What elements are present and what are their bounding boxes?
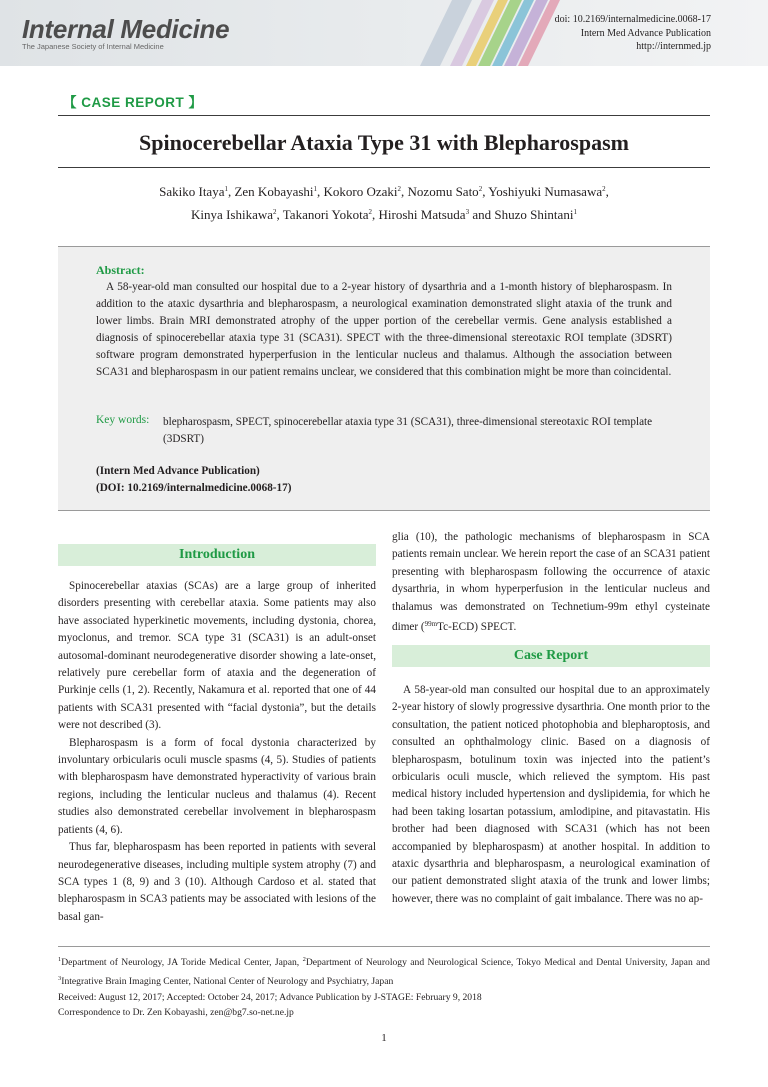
journal-url: http://internmed.jp bbox=[636, 41, 711, 53]
affiliations: $^1$Department of Neurology, JA Toride Medical Center, Japan, $^2$Department of Neurology and Neurological Science, Tokyo Medical and Dental University, Japan and $^3$Integrative Brain Imaging Center, National Center of Neurology and Psychiatry, Japan bbox=[58, 956, 710, 987]
article-type-text: CASE REPORT bbox=[81, 95, 185, 110]
publication-line: Intern Med Advance Publication bbox=[580, 27, 711, 39]
intro-paragraph-1: Spinocerebellar ataxias (SCAs) are a large group of inherited disorders presenting with cerebellar ataxia. Some patients may also have associated hyperkinetic movements, including dystonia, chorea, myoclonus, and tremor. SCA type 31 (SCA31) is an adult-onset autosomal-dominant neurodegenerative disorder showing a late-onset, relatively pure cerebellar form of ataxia and the degeneration of Purkinje cells (1, 2). Recently, Nakamura et al. reported that one of 44 patients with SCA31 presented with “facial dystonia”, but the details were not described (3). bbox=[58, 580, 376, 732]
author: Kinya Ishikawa$^2$ bbox=[191, 207, 277, 222]
right-column-top bbox=[392, 529, 710, 636]
author: Nozomu Sato$^2$ bbox=[407, 184, 483, 199]
article-title: Spinocerebellar Ataxia Type 31 with Blepharospasm bbox=[139, 130, 629, 155]
author: Yoshiyuki Numasawa$^2$ bbox=[488, 184, 606, 199]
footnote-rule bbox=[58, 946, 710, 947]
abstract-heading: Abstract: bbox=[96, 263, 145, 277]
author: Hiroshi Matsuda$^3$ bbox=[378, 207, 470, 222]
case-report-heading: Case Report bbox=[392, 645, 710, 667]
article-type-label bbox=[63, 91, 203, 111]
title-bottom-rule bbox=[58, 167, 710, 168]
advance-publication-note bbox=[96, 463, 291, 497]
intro-paragraph-2: Blepharospasm is a form of focal dystonia characterized by involuntary orbicularis oculi muscle spasms (4, 5). Studies of patients with blepharospasm have demonstrated hyperactivity of various brain regions, including the lenticular nucleus and thalamus (4). Recent studies also demonstrated cerebellar involvement in blepharospasm patients (4, 6). bbox=[58, 736, 376, 836]
correspondence: Correspondence to Dr. Zen Kobayashi, zen@bg7.so-net.ne.jp bbox=[58, 1007, 294, 1019]
author: Sakiko Itaya$^1$ bbox=[159, 184, 228, 199]
author: Kokoro Ozaki$^2$ bbox=[323, 184, 402, 199]
journal-title: Internal Medicine bbox=[22, 14, 230, 44]
keywords-text: blepharospasm, SPECT, spinocerebellar ataxia type 31 (SCA31), three-dimensional stereotaxic ROI template (3DSRT) bbox=[163, 416, 653, 445]
journal-header bbox=[0, 0, 768, 66]
introduction-heading: Introduction bbox=[58, 544, 376, 566]
received-dates: Received: August 12, 2017; Accepted: October 24, 2017; Advance Publication by J-STAGE: February 9, 2018 bbox=[58, 991, 482, 1003]
author: Zen Kobayashi$^1$ bbox=[234, 184, 318, 199]
advance-publication-line: (Intern Med Advance Publication) bbox=[96, 465, 260, 477]
bracket-open: 【 bbox=[63, 95, 77, 110]
author: Takanori Yokota$^2$ bbox=[282, 207, 373, 222]
author: Shuzo Shintani$^1$ bbox=[494, 207, 577, 222]
page-number: 1 bbox=[381, 1032, 387, 1044]
journal-society: The Japanese Society of Internal Medicine bbox=[22, 42, 164, 51]
footnotes bbox=[58, 952, 710, 1021]
intro-paragraph-3: Thus far, blepharospasm has been reported in patients with several neurodegenerative diseases, including multiple system atrophy (7) and SCA types 1 (8, 9) and 3 (10). Although Cardoso et al. stated that blepharospasm in SCA3 patients may be associated with lesions of the basal gan- bbox=[58, 841, 376, 923]
title-top-rule bbox=[58, 115, 710, 116]
publication-info bbox=[555, 13, 711, 54]
keywords-label: Key words: bbox=[96, 414, 150, 426]
right-column-case bbox=[392, 682, 710, 908]
author-conjunction: and bbox=[472, 207, 492, 222]
doi-line: doi: 10.2169/internalmedicine.0068-17 bbox=[554, 14, 711, 25]
abstract-text: A 58-year-old man consulted our hospital due to a 2-year history of dysarthria and a 1-month history of blepharospasm. In addition to the ataxic dysarthria and blepharospasm, a neurological examination demonstrated slight ataxia of the trunk and lower limbs. Brain MRI demonstrated atrophy of the upper portion of the cerebellar vermis. Gene analysis established a diagnosis of spinocerebellar ataxia type 31 (SCA31). SPECT with the three-dimensional stereotaxic ROI template (3DSRT) software program demonstrated hyperperfusion in the lenticular nucleus and thalamus. Although the association between SCA31 and blepharospasm in our patient remains unclear, we considered that this combination might be more than coincidental. bbox=[96, 281, 672, 378]
doi-reference-line: (DOI: 10.2169/internalmedicine.0068-17) bbox=[96, 482, 292, 494]
case-paragraph-1: A 58-year-old man consulted our hospital due to an approximately 2-year history of slowly progressive dysarthria. One month prior to the consultation, the patient noticed photophobia and blepharoptosis, and consulted an ophthalmology clinic. Based on a diagnosis of blepharospasm, botulinum toxin was injected into the patient’s orbicularis oculi muscle, which relieved the symptom. His past medical history included hypertension and dyslipidemia, for which he had been taking losartan potassium, amlodipine, and pitavastatin. His brother had been diagnosed with SCA31 (which has not been accompanied by blepharospasm) at another hospital. In addition to ataxic dysarthria and blepharospasm, a neurological examination of our patient demonstrated slight ataxia of the trunk and lower limbs; however, there was no complaint of gait imbalance. There was no ap- bbox=[392, 684, 710, 905]
left-column bbox=[58, 578, 376, 926]
intro-paragraph-3-continued: glia (10), the pathologic mechanisms of blepharospasm in SCA patients remain unclear. We herein report the case of an SCA31 patient presenting with blepharospasm following the occurrence of ataxic dysarthria, in whom hyperperfusion in the lenticular nucleus and thalamus was demonstrated on Technetium-99m ethyl cysteinate dimer ($^{99m}$Tc-ECD) SPECT. bbox=[392, 531, 710, 634]
author-list: Sakiko Itaya$^1$, Zen Kobayashi$^1$, Kokoro Ozaki$^2$, Nozomu Sato$^2$, Yoshiyuki Numasawa$^2$, Kinya Ishikawa$^2$, Takanori Yokota$^2$, Hiroshi Matsuda$^3$ and Shuzo Shintani$^1$ bbox=[159, 184, 609, 222]
bracket-close: 】 bbox=[188, 95, 203, 110]
